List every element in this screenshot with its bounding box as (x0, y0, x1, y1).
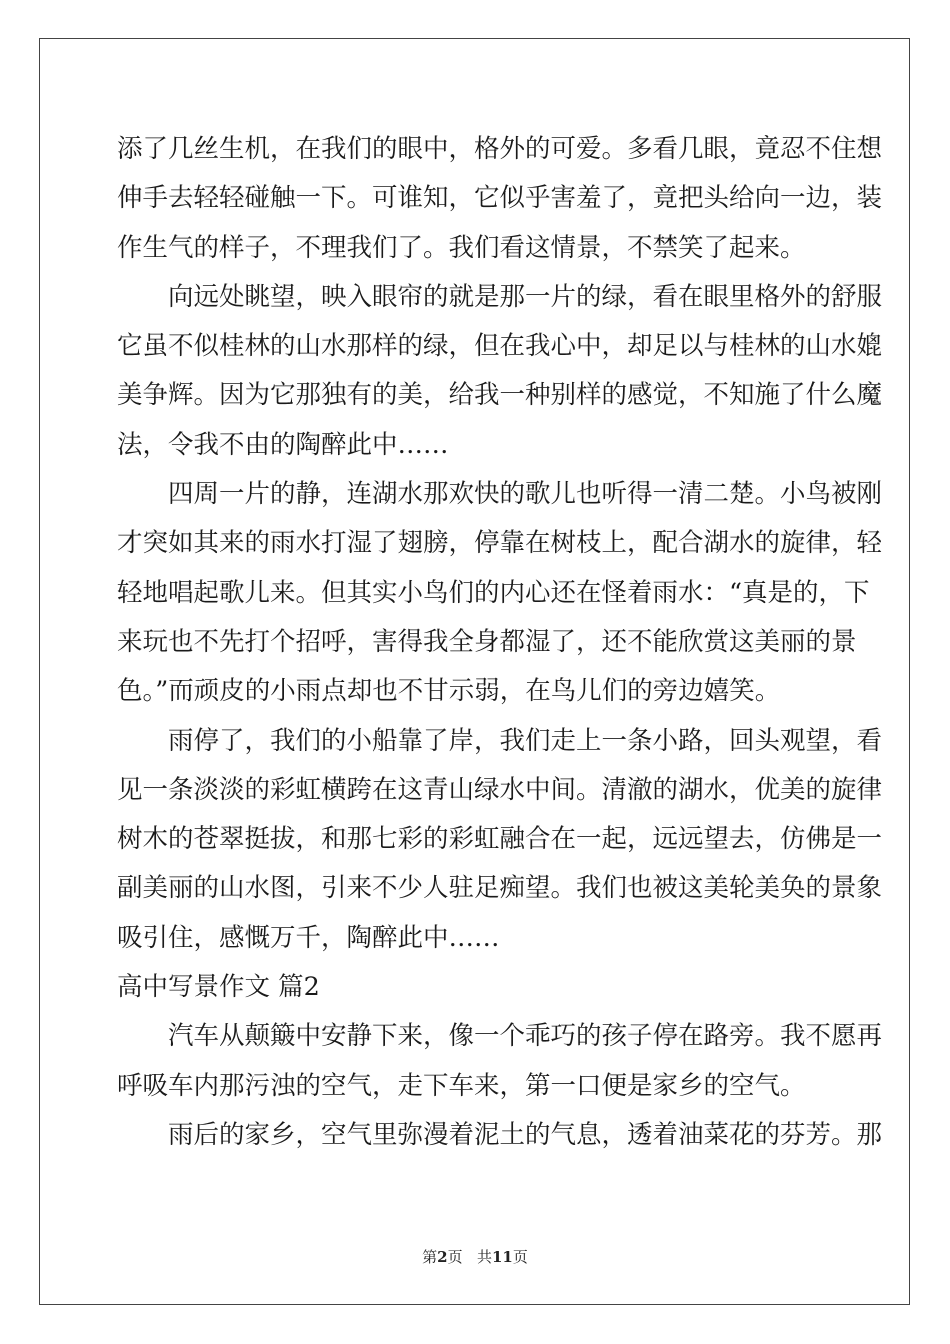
text-line: 色。”而顽皮的小雨点却也不甘示弱，在鸟儿们的旁边嬉笑。 (117, 676, 781, 707)
text-line: 才突如其来的雨水打湿了翅膀，停靠在树枝上，配合湖水的旋律，轻 (117, 528, 883, 559)
text-line: 法，令我不由的陶醉此中…… (117, 429, 449, 460)
text-line: 汽车从颠簸中安静下来，像一个乖巧的孩子停在路旁。我不愿再 (168, 1021, 883, 1052)
current-page-number: 2 (437, 1248, 448, 1266)
text-line: 见一条淡淡的彩虹横跨在这青山绿水中间。清澈的湖水，优美的旋律 (117, 774, 883, 805)
footer-total-prefix: 共 (476, 1248, 492, 1266)
text-line: 添了几丝生机，在我们的眼中，格外的可爱。多看几眼，竟忍不住想 (117, 134, 883, 164)
section-2 (117, 1012, 883, 1160)
text-line: 呼吸车内那污浊的空气，走下车来，第一口便是家乡的空气。 (117, 1070, 806, 1101)
page-footer (0, 1246, 950, 1267)
text-line: 来玩也不先打个招呼，害得我全身都湿了，还不能欣赏这美丽的景 (117, 626, 857, 657)
footer-total-suffix: 页 (512, 1248, 528, 1266)
footer-page-suffix: 页 (447, 1248, 463, 1266)
text-line: 四周一片的静，连湖水那欢快的歌儿也听得一清二楚。小鸟被刚 (168, 479, 883, 510)
text-line: 美争辉。因为它那独有的美，给我一种别样的感觉，不知施了什么魔 (117, 380, 883, 411)
section-1 (117, 125, 883, 963)
document-body (117, 125, 883, 1160)
footer-prefix: 第 (422, 1248, 438, 1266)
text-line: 吸引住，感慨万千，陶醉此中…… (117, 922, 500, 953)
total-page-count: 11 (491, 1248, 513, 1266)
text-line: 树木的苍翠挺拔，和那七彩的彩虹融合在一起，远远望去，仿佛是一 (117, 824, 883, 855)
text-line: 伸手去轻轻碰触一下。可谁知，它似乎害羞了，竟把头给向一边，装 (117, 183, 883, 214)
text-line: 作生气的样子，不理我们了。我们看这情景，不禁笑了起来。 (117, 232, 806, 263)
text-line: 向远处眺望，映入眼帘的就是那一片的绿，看在眼里格外的舒服 (168, 281, 883, 312)
text-line: 它虽不似桂林的山水那样的绿，但在我心中，却足以与桂林的山水媲 (117, 331, 883, 362)
text-line: 轻地唱起歌儿来。但其实小鸟们的内心还在怪着雨水：“真是的，下 (117, 577, 870, 608)
text-line: 雨后的家乡，空气里弥漫着泥土的气息，透着油菜花的芬芳。那 (168, 1119, 883, 1150)
text-line: 雨停了，我们的小船靠了岸，我们走上一条小路，回头观望，看 (168, 725, 883, 756)
section-heading: 高中写景作文 篇2 (117, 972, 320, 1003)
text-line: 副美丽的山水图，引来不少人驻足痴望。我们也被这美轮美奂的景象 (117, 873, 883, 904)
